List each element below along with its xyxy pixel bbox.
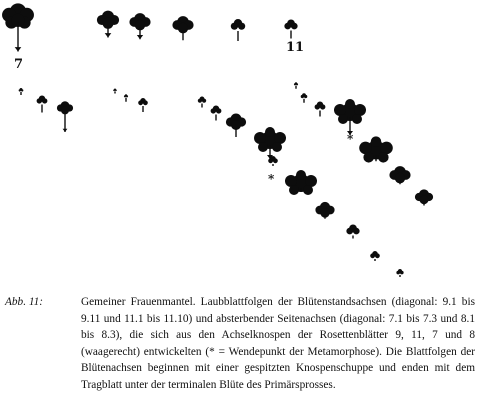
leaf-top-2 bbox=[97, 11, 119, 38]
leaf-d2-2 bbox=[301, 93, 308, 103]
label-seven: 7 bbox=[14, 57, 24, 72]
label-eleven: 11 bbox=[286, 40, 305, 55]
leaf-mid-4 bbox=[113, 89, 117, 94]
leaf-mid-7 bbox=[198, 97, 206, 108]
leaf-mid-3 bbox=[57, 101, 73, 132]
leaf-d2-5 bbox=[359, 136, 393, 162]
leaf-d1-3 bbox=[346, 225, 359, 239]
figure-caption bbox=[5, 294, 475, 394]
leaf-d1-1 bbox=[285, 170, 317, 195]
metamorphosis-marker-2: * bbox=[268, 172, 275, 186]
leaf-mid-1 bbox=[19, 88, 24, 95]
leaf-mid-2 bbox=[37, 96, 48, 113]
leaf-d2-1 bbox=[294, 82, 298, 89]
leaf-top-5 bbox=[231, 19, 245, 41]
leaf-top-4 bbox=[172, 16, 193, 40]
leaf-d1-2 bbox=[315, 202, 334, 219]
leaf-d1-5 bbox=[396, 269, 403, 277]
leaf-d1-4 bbox=[370, 251, 380, 261]
leaf-mid-5 bbox=[124, 94, 128, 102]
leaf-mid-10 bbox=[254, 127, 286, 159]
leaf-d2-4 bbox=[334, 99, 366, 135]
leaf-d2-6 bbox=[389, 166, 410, 184]
caption-text: Gemeiner Frauenmantel. Laubblattfolgen der Blütenstandsachsen (diagonal: 9.1 bis 9.11 und 11.1 bis 11.10) und absterbender Seitenachsen (diagonal: 7.1 bis 7.3 und 8.1 bis 8.3), die sich aus den Achselknospen der Rosettenblätter 9, 11, 7 und 8 (waagerecht) entwickelten (* = Wendepunkt der Metamorphose). Die Blattfolgen der Blütenachsen beginnen mit einer gespitzten Knospenschuppe und enden mit dem Tragblatt unter der terminalen Blüte des Primärsprosses. bbox=[81, 296, 475, 391]
leaf-top-1 bbox=[2, 3, 34, 51]
leaf-d2-3 bbox=[315, 102, 326, 117]
leaf-top-3 bbox=[129, 13, 150, 39]
metamorphosis-marker-1: * bbox=[347, 132, 354, 146]
caption-label: Abb. 11: bbox=[5, 296, 44, 308]
leaf-top-6 bbox=[284, 20, 297, 39]
leaf-mid-9 bbox=[226, 114, 246, 138]
leaf-mid-8 bbox=[211, 106, 222, 121]
leaf-d2-7 bbox=[415, 189, 433, 205]
leaf-mid-6 bbox=[138, 98, 148, 112]
